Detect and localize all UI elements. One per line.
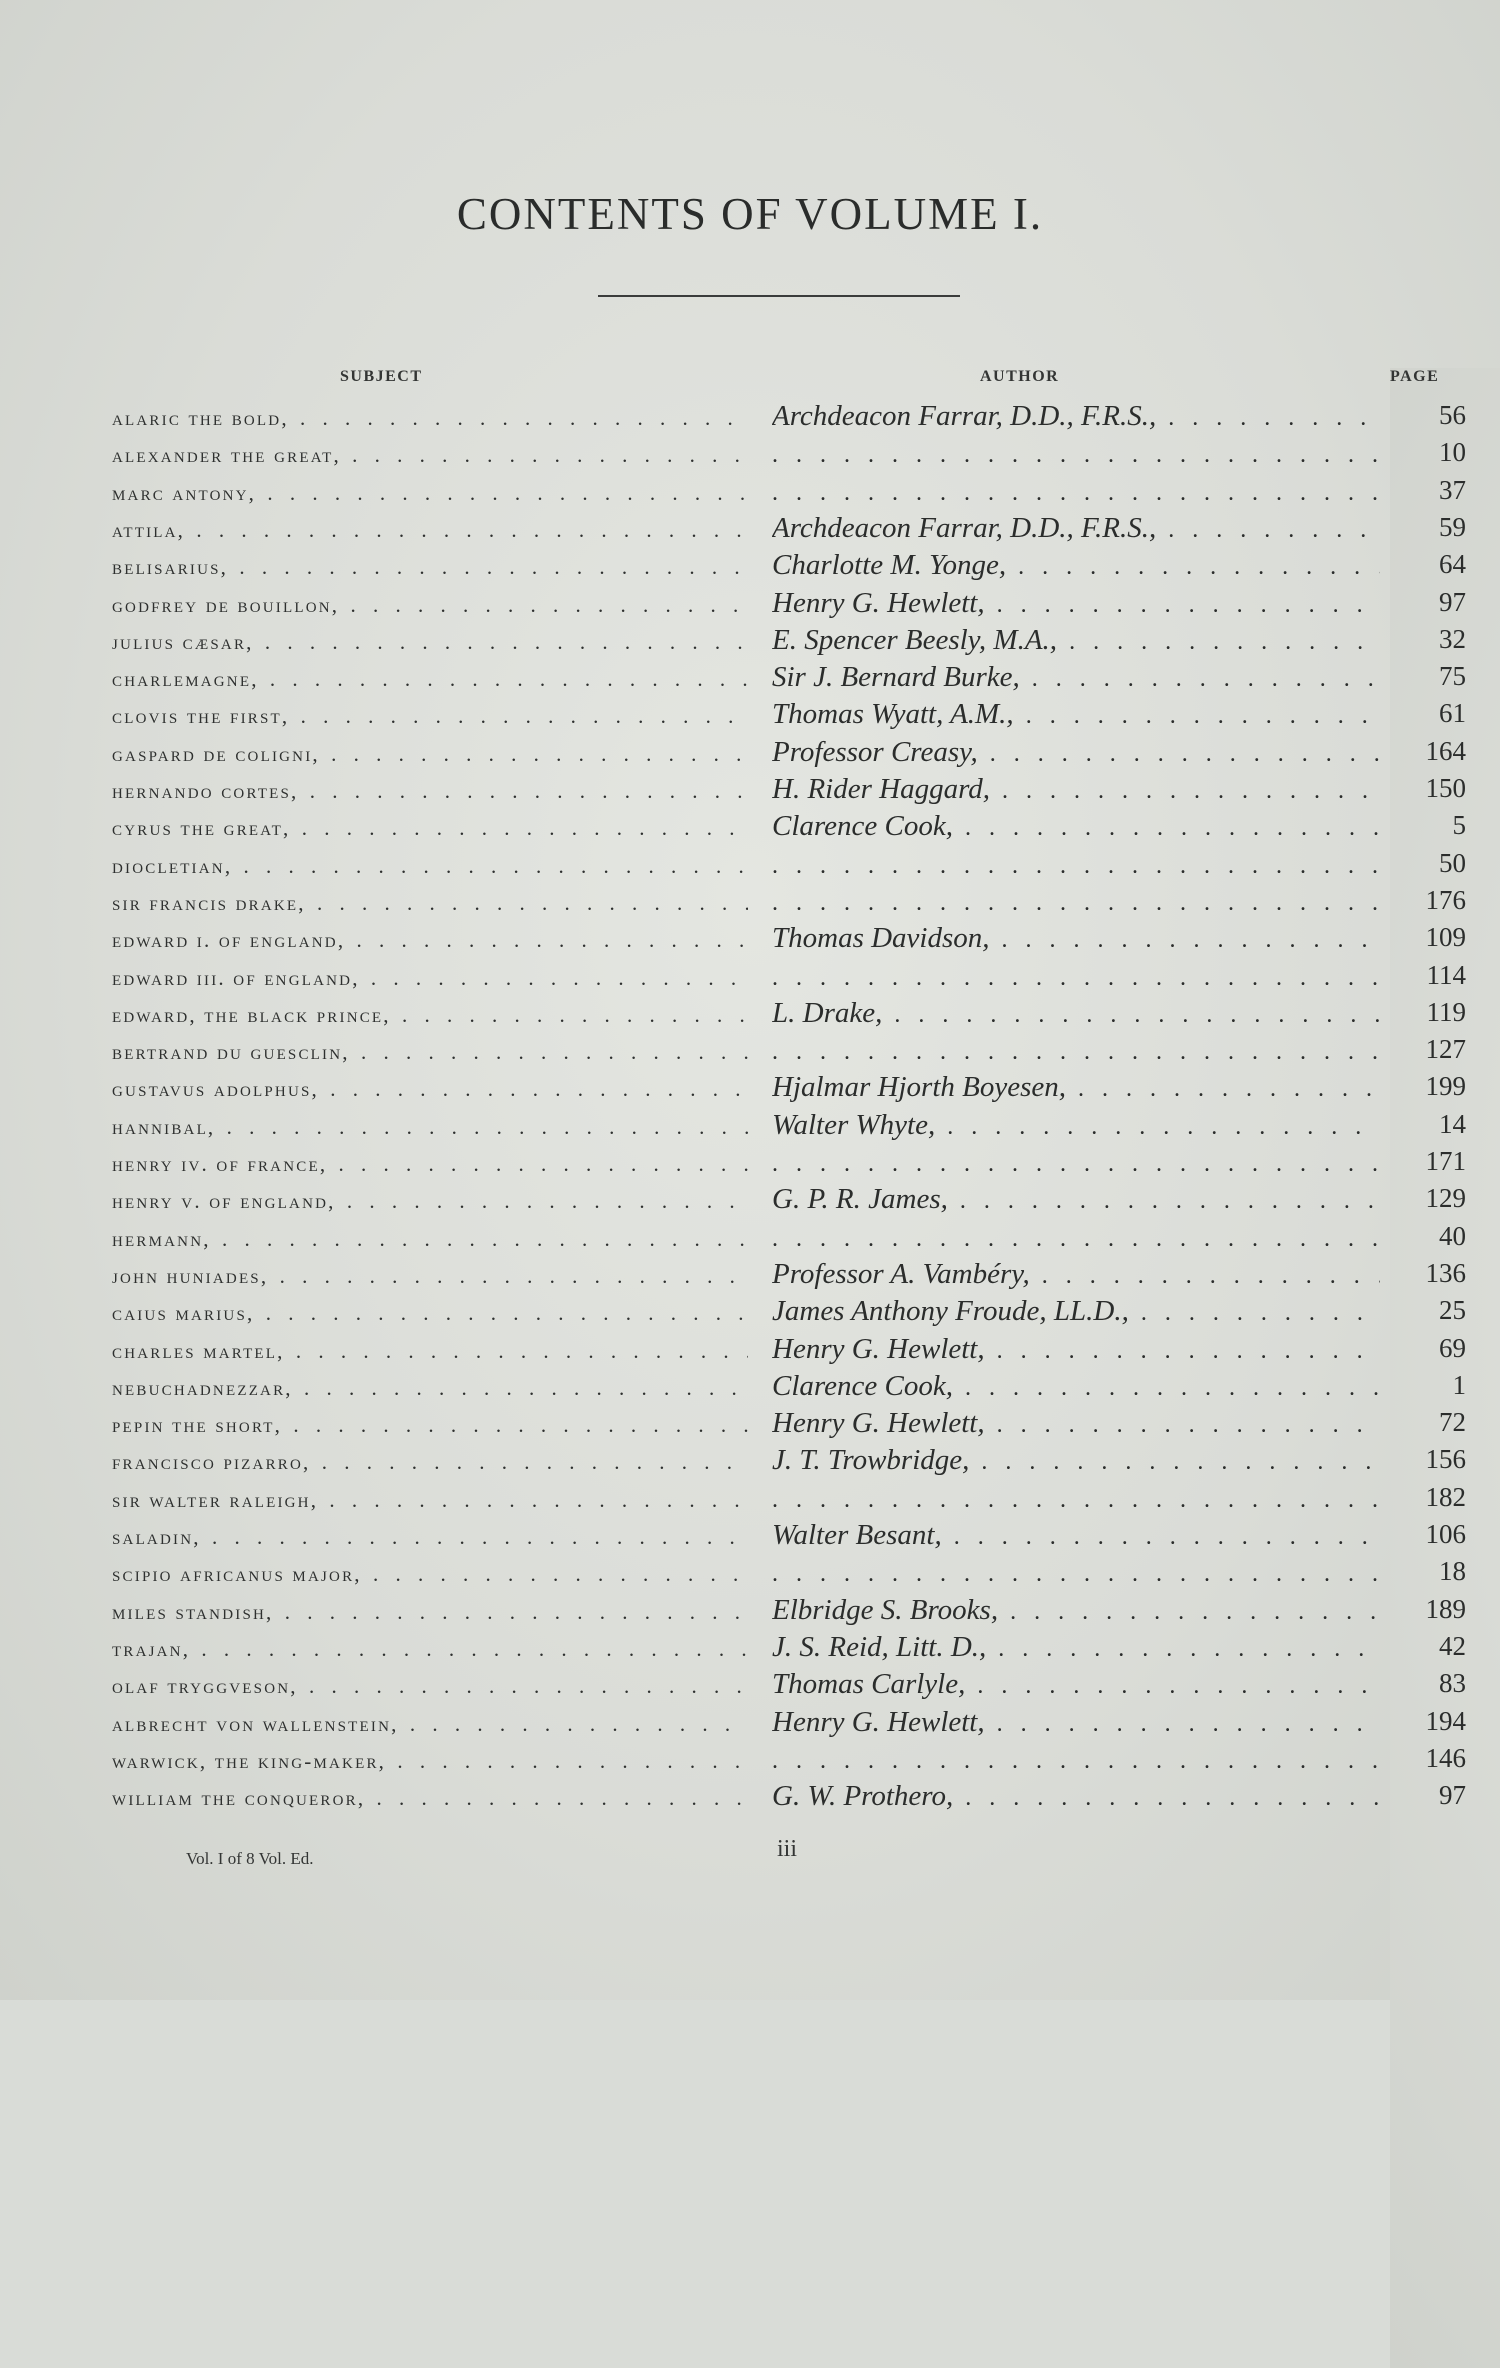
entry-author: Professor A. Vambéry, . . .: [772, 1258, 1380, 1291]
entry-subject: alaric the bold, . . .: [112, 406, 748, 431]
entry-page: 50: [1439, 847, 1466, 878]
entry-author: Elbridge S. Brooks, . . .: [772, 1594, 1380, 1627]
entry-subject: albrecht von wallenstein, . . .: [112, 1712, 748, 1737]
entry-author: [772, 1221, 1380, 1254]
entry-author: L. Drake, . . .: [772, 997, 1380, 1030]
entry-author: [772, 437, 1380, 470]
entry-subject: belisarius, . . .: [112, 555, 748, 580]
entry-page: 40: [1439, 1220, 1466, 1251]
entry-author: [772, 1034, 1380, 1067]
contents-row: [0, 885, 1500, 922]
entry-subject: edward, the black prince, . . .: [112, 1003, 748, 1028]
entry-author: J. T. Trowbridge, . . .: [772, 1444, 1380, 1477]
entry-subject: gaspard de coligni, . . .: [112, 742, 748, 767]
entry-subject: nebuchadnezzar, . . .: [112, 1376, 748, 1401]
entry-page: 136: [1425, 1257, 1466, 1288]
entry-author: Clarence Cook, . . .: [772, 1370, 1380, 1403]
entry-author: Archdeacon Farrar, D.D., F.R.S., . . .: [772, 512, 1380, 545]
contents-row: [0, 1221, 1500, 1258]
entry-page: 189: [1425, 1593, 1466, 1624]
contents-row: [0, 1370, 1500, 1407]
contents-row: [0, 1034, 1500, 1071]
entry-author: [772, 1146, 1380, 1179]
entry-author: [772, 1556, 1380, 1589]
entry-subject: caius marius, . . .: [112, 1301, 748, 1326]
entry-page: 42: [1439, 1630, 1466, 1661]
contents-row: [0, 512, 1500, 549]
entry-page: 176: [1425, 884, 1466, 915]
page-number: iii: [777, 1836, 798, 1862]
entry-page: 194: [1425, 1705, 1466, 1736]
entry-subject: trajan, . . .: [112, 1637, 748, 1662]
contents-row: [0, 997, 1500, 1034]
entry-subject: sir francis drake, . . .: [112, 891, 748, 916]
entry-author: [772, 848, 1380, 881]
contents-row: [0, 810, 1500, 847]
entry-subject: charlemagne, . . .: [112, 667, 748, 692]
contents-row: [0, 400, 1500, 437]
entry-author: [772, 1482, 1380, 1515]
entry-page: 56: [1439, 400, 1466, 430]
entry-subject: cyrus the great, . . .: [112, 816, 748, 841]
contents-row: [0, 736, 1500, 773]
entry-page: 109: [1425, 922, 1466, 953]
contents-row: [0, 661, 1500, 698]
entry-author: Thomas Carlyle, . . .: [772, 1668, 1380, 1701]
contents-row: [0, 1668, 1500, 1705]
entry-author: Archdeacon Farrar, D.D., F.R.S., . . .: [772, 400, 1380, 433]
entry-author: G. W. Prothero, . . .: [772, 1780, 1380, 1813]
entry-author: Sir J. Bernard Burke, . . .: [772, 661, 1380, 694]
entry-page: 10: [1439, 437, 1466, 468]
contents-row: [0, 437, 1500, 474]
entry-author: Clarence Cook, . . .: [772, 810, 1380, 843]
entry-page: 59: [1439, 511, 1466, 542]
entry-subject: sir walter raleigh, . . .: [112, 1488, 748, 1513]
entry-author: Walter Whyte, . . .: [772, 1109, 1380, 1142]
entry-page: 150: [1425, 773, 1466, 803]
page-title: CONTENTS OF VOLUME I.: [456, 189, 1044, 239]
contents-row: [0, 1556, 1500, 1593]
entry-subject: marc antony, . . .: [112, 481, 748, 506]
entry-page: 127: [1425, 1034, 1466, 1065]
contents-row: [0, 1594, 1500, 1631]
entry-author: [772, 960, 1380, 993]
entry-page: 61: [1439, 698, 1466, 729]
entry-page: 199: [1425, 1071, 1466, 1102]
entry-subject: bertrand du guesclin, . . .: [112, 1040, 748, 1065]
entry-subject: edward iii. of england, . . .: [112, 966, 748, 991]
entry-subject: saladin, . . .: [112, 1525, 748, 1550]
entry-page: 106: [1425, 1519, 1466, 1549]
contents-row: [0, 1258, 1500, 1295]
entry-author: E. Spencer Beesly, M.A., . . .: [772, 624, 1380, 657]
entry-subject: attila, . . .: [112, 518, 748, 543]
entry-subject: gustavus adolphus, . . .: [112, 1077, 748, 1102]
contents-row: [0, 1407, 1500, 1444]
contents-row: [0, 960, 1500, 997]
entry-subject: henry v. of england, . . .: [112, 1189, 748, 1214]
entry-author: Charlotte M. Yonge, . . .: [772, 549, 1380, 582]
contents-row: [0, 1482, 1500, 1519]
entry-author: Walter Besant, . . .: [772, 1519, 1380, 1552]
page-column-header: PAGE: [1390, 368, 1500, 2368]
entry-page: 75: [1439, 661, 1466, 692]
contents-row: [0, 1743, 1500, 1780]
entry-subject: olaf tryggveson, . . .: [112, 1674, 748, 1699]
entry-page: 37: [1439, 474, 1466, 505]
contents-row: [0, 549, 1500, 586]
contents-row: [0, 1706, 1500, 1743]
entry-author: Thomas Davidson, . . .: [772, 922, 1380, 955]
entry-page: 72: [1439, 1407, 1466, 1438]
entry-page: 97: [1439, 1780, 1466, 1811]
entry-subject: john huniades, . . .: [112, 1264, 748, 1289]
entry-page: 97: [1439, 586, 1466, 617]
entry-page: 25: [1439, 1295, 1466, 1326]
entry-author: Professor Creasy, . . .: [772, 736, 1380, 769]
entry-page: 129: [1425, 1183, 1466, 1214]
entry-subject: scipio africanus major, . . .: [112, 1562, 748, 1587]
contents-row: [0, 1780, 1500, 1817]
entry-author: [772, 1743, 1380, 1776]
edition-note: Vol. I of 8 Vol. Ed.: [186, 1849, 314, 1868]
entry-subject: hermann, . . .: [112, 1227, 748, 1252]
contents-row: [0, 475, 1500, 512]
entry-author: Henry G. Hewlett, . . .: [772, 1333, 1380, 1366]
contents-row: [0, 1444, 1500, 1481]
entry-page: 171: [1425, 1146, 1466, 1176]
entry-page: 5: [1452, 810, 1466, 841]
entry-page: 182: [1425, 1481, 1466, 1512]
entry-page: 32: [1439, 623, 1466, 654]
entry-subject: godfrey de bouillon, . . .: [112, 593, 748, 618]
entry-page: 69: [1439, 1332, 1466, 1363]
entry-author: [772, 475, 1380, 508]
entry-author: Henry G. Hewlett, . . .: [772, 587, 1380, 620]
entry-page: 83: [1439, 1668, 1466, 1699]
entry-page: 146: [1425, 1742, 1466, 1773]
entry-page: 119: [1426, 996, 1466, 1027]
contents-row: [0, 1146, 1500, 1183]
entry-subject: hernando cortes, . . .: [112, 779, 748, 804]
contents-row: [0, 698, 1500, 735]
contents-row: [0, 587, 1500, 624]
entry-page: 14: [1439, 1108, 1466, 1139]
entry-subject: julius cæsar, . . .: [112, 630, 748, 655]
entry-subject: clovis the first, . . .: [112, 704, 748, 729]
entry-page: 64: [1439, 549, 1466, 580]
entry-subject: miles standish, . . .: [112, 1600, 748, 1625]
contents-row: [0, 773, 1500, 810]
entry-author: [772, 885, 1380, 918]
contents-row: [0, 848, 1500, 885]
entry-author: James Anthony Froude, LL.D., . . .: [772, 1295, 1380, 1328]
contents-row: [0, 1183, 1500, 1220]
contents-row: [0, 1109, 1500, 1146]
entry-subject: warwick, the king-maker, . . .: [112, 1749, 748, 1774]
entry-subject: pepin the short, . . .: [112, 1413, 748, 1438]
entry-page: 156: [1425, 1444, 1466, 1475]
entry-author: J. S. Reid, Litt. D., . . .: [772, 1631, 1380, 1664]
entry-author: Henry G. Hewlett, . . .: [772, 1407, 1380, 1440]
contents-row: [0, 922, 1500, 959]
contents-row: [0, 1333, 1500, 1370]
author-column-header: AUTHOR: [980, 368, 1060, 385]
entry-subject: henry iv. of france, . . .: [112, 1152, 748, 1177]
entry-subject: edward i. of england, . . .: [112, 928, 748, 953]
entry-author: Thomas Wyatt, A.M., . . .: [772, 698, 1380, 731]
entry-page: 18: [1439, 1556, 1466, 1587]
title-rule: [598, 295, 960, 297]
entry-author: Hjalmar Hjorth Boyesen, . . .: [772, 1071, 1380, 1104]
entry-author: G. P. R. James, . . .: [772, 1183, 1380, 1216]
entry-page: 164: [1425, 735, 1466, 766]
entry-subject: charles martel, . . .: [112, 1339, 748, 1364]
entry-subject: diocletian, . . .: [112, 854, 748, 879]
entry-subject: alexander the great, . . .: [112, 443, 748, 468]
contents-row: [0, 1071, 1500, 1108]
contents-row: [0, 624, 1500, 661]
contents-row: [0, 1295, 1500, 1332]
contents-row: [0, 1519, 1500, 1556]
entry-author: H. Rider Haggard, . . .: [772, 773, 1380, 806]
entry-subject: hannibal, . . .: [112, 1115, 748, 1140]
subject-column-header: SUBJECT: [340, 368, 423, 385]
entry-author: Henry G. Hewlett, . . .: [772, 1706, 1380, 1739]
entry-subject: francisco pizarro, . . .: [112, 1450, 748, 1475]
entry-page: 114: [1426, 959, 1466, 990]
entry-page: 1: [1452, 1369, 1466, 1400]
contents-row: [0, 1631, 1500, 1668]
entry-subject: william the conqueror, . . .: [112, 1786, 748, 1811]
